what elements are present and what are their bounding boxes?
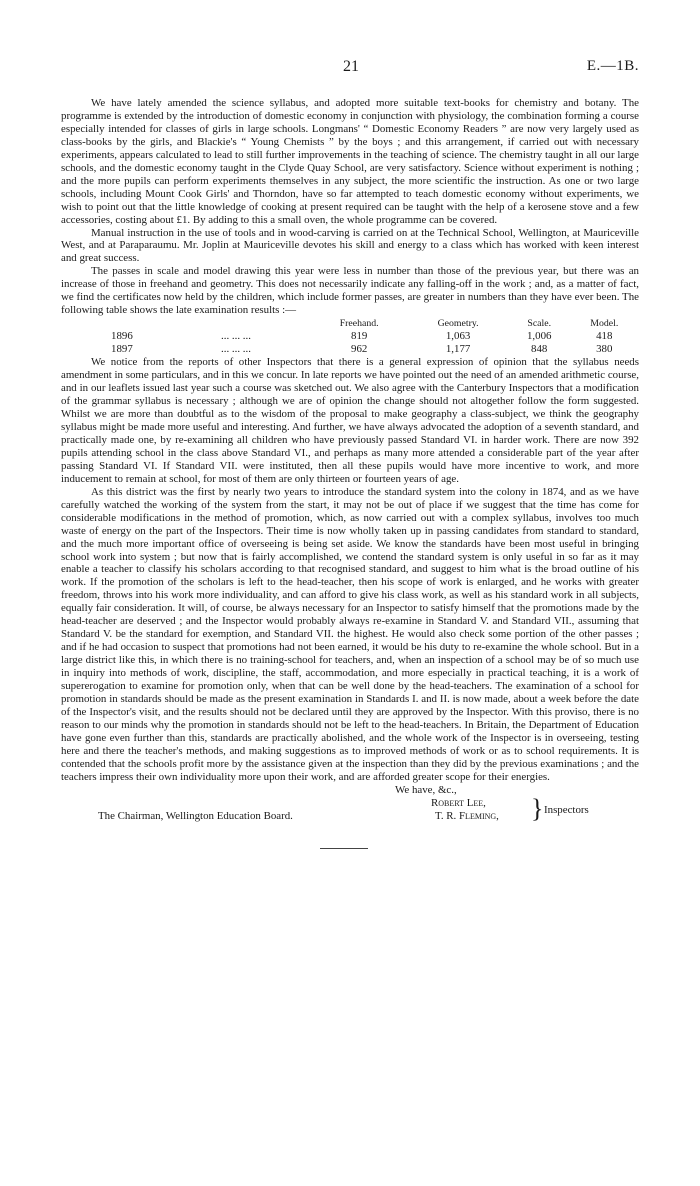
end-rule	[320, 848, 368, 849]
freehand-cell: 962	[351, 343, 368, 356]
body-text	[61, 97, 639, 784]
scale-cell: 848	[531, 343, 548, 356]
table-row	[61, 330, 639, 343]
geometry-cell: 1,063	[445, 330, 471, 343]
table-header-row	[61, 317, 639, 330]
paragraph-science-syllabus: We have lately amended the science syllabus, and adopted more suitable text-books for chemistry and botany. The programme is extended by the introduction of domestic economy in conjunction with physiology, the combination forming a course especially intended for classes of girls in large schools. Longmans' “ Domestic Economy Readers ” are now very largely used as class-books by the girls, and Blackie's “ Young Chemists ” by the boys ; and this arrangement, if carried out with necessary experiments, appears calculated to lead to still further improvements in the teaching of science. The chemistry taught in all our large schools, and the domestic economy taught in the Clyde Quay School, are very satisfactory. Science without experiment is nothing ; and the more pupils can perform experiments themselves in any subject, the more scientific the instruction. As one or two large schools, including Mount Cook Girls' and Thorndon, have so far attempted to teach domestic economy without experiments, we wish to point out that the little knowledge of cooking at present required can be taught with the help of a kerosene stove and a few accessories, costing about £1. By adding to this a small oven, the whole programme can be covered.	[61, 97, 639, 226]
paragraph-drawing-passes: The passes in scale and model drawing this year were less in number than those of the previous year, but there was an increase of those in freehand and geometry. This does not necessarily indicate any falling-off in the work ; and, as a matter of fact, we find the certificates now held by the children, which include former passes, are greater in numbers than they have ever been. The following table shows the late examination results :—	[61, 265, 639, 317]
page-number: 21	[343, 58, 359, 75]
series-reference: E.—1B.	[586, 58, 639, 74]
leader-dots: ... ... ...	[221, 330, 251, 343]
model-cell: 418	[596, 330, 613, 343]
paragraph-manual-instruction: Manual instruction in the use of tools and in wood-carving is carried on at the Technical School, Wellington, at Mauriceville West, and at Paraparaumu. Mr. Joplin at Mauriceville devotes his skill and energy to a class which has worked with keen interest and great success.	[61, 226, 639, 265]
letter-closing	[61, 784, 639, 830]
year-cell: 1896	[111, 330, 133, 343]
model-cell: 380	[596, 343, 613, 356]
leader-dots: ... ... ...	[221, 343, 251, 356]
year-cell: 1897	[111, 343, 133, 356]
paragraph-standard-system: As this district was the first by nearly two years to introduce the standard system into the colony in 1874, and as we have carefully watched the working of the system from the start, it may not be out of place if we suggest that the time has come for considerable modifications in the method of promotion, which, as now carried out with a complex syllabus, involves too much waste of energy on the part of the Inspectors. Their time is now wholly taken up in passing candidates from standard to standard, and the much more important office of overseeing is being set aside. We know the standards have been most useful in bringing school work into system ; but now that is fairly accomplished, we contend the standard system is only useful in so far as it may enable a teacher to classify his scholars according to that recognised standard, and suggest to him what is the broad outline of his work. If the promotion of the scholars is left to the head-teacher, then his scope of work is enlarged, and he works with greater freedom, throws into his work more individuality, and can afford to give his class work, as well as his standard work in all subjects, equally fair consideration. It will, of course, be always necessary for an Inspector to satisfy himself that the promotions made by the head-teacher are deserved ; and the Inspector would probably always re-examine in Standard V. and Standard VII., assuming that Standard V. be the standard for exemption, and Standard VII. the highest. He would also check some portion of the other passes ; and if he had occasion to suspect that promotions had not been earned, it would be his duty to re-examine the whole school. But in a large district like this, in which there is no training-school for teachers, and, when an inspection of a school may be of so much use in inquiry into methods of work, discipline, the staff, accommodation, and more especially in practical teaching, it is a work of supererogation to examine for promotion only, when that can be well done by the head-teachers. The examination of a school for promotion in standards should be made as the present examination in Standards I. and II. is now made, about a week before the date of the Inspector's visit, and the results should not be declared until they are approved by the Inspector. With this proviso, there is no reason to our minds why the promotion in standards should not be left to the head-teachers. In Britain, the Department of Education have gone even further than this, standards are practically abolished, and the whole work of the Inspector is in overseeing, testing here and there the teacher's methods, and making suggestions as to improved methods of work or as to school requirements. It is contended that the schools profit more by the assistance given at the inspection than they did by the previous examinations ; and the teachers impress their own individuality more upon their work, and are afforded greater scope for their energies.	[61, 485, 639, 783]
column-header-freehand: Freehand.	[339, 318, 379, 330]
page-header	[61, 0, 639, 80]
document-page	[61, 0, 639, 830]
brace-icon: }	[531, 793, 544, 823]
valediction: We have, &c.,	[395, 783, 457, 796]
signatory-role: Inspectors	[544, 803, 589, 816]
column-header-model: Model.	[590, 318, 619, 330]
examination-results-table	[61, 317, 639, 356]
geometry-cell: 1,177	[445, 343, 471, 356]
column-header-geometry: Geometry.	[437, 318, 479, 330]
table-row	[61, 343, 639, 356]
column-header-scale: Scale.	[527, 318, 552, 330]
addressee: The Chairman, Wellington Education Board.	[98, 809, 293, 822]
paragraph-syllabus-amendment: We notice from the reports of other Inspectors that there is a general expression of opinion that the syllabus needs amendment in some particulars, and in this we concur. In late reports we have pointed out the need of an amended arithmetic course, and in our leaflets issued last year such a course was sketched out. We also agree with the Canterbury Inspectors that a modification of the grammar syllabus is necessary ; although we are of opinion the change should not altogether follow the form suggested. Whilst we are more than doubtful as to the wisdom of the proposal to make geography a class-subject, we think the geography syllabus might be made more useful and interesting. And further, we have always advocated the adoption of a seventh standard, and practically made one, by re-examining all children who have previously passed Standard VI. in harder work. There are now 392 pupils attending school in the class above Standard VI., and perhaps as many more attended a considerable part of the year after passing Standard VI. If Standard VII. were instituted, then all these pupils would have more incentive to work, and more inducement to remain at school, for most of them are only thirteen or fourteen years of age.	[61, 356, 639, 485]
freehand-cell: 819	[351, 330, 368, 343]
signatory-robert-lee: Robert Lee,	[431, 796, 486, 809]
scale-cell: 1,006	[526, 330, 552, 343]
signatory-t-r-fleming: T. R. Fleming,	[435, 809, 499, 822]
